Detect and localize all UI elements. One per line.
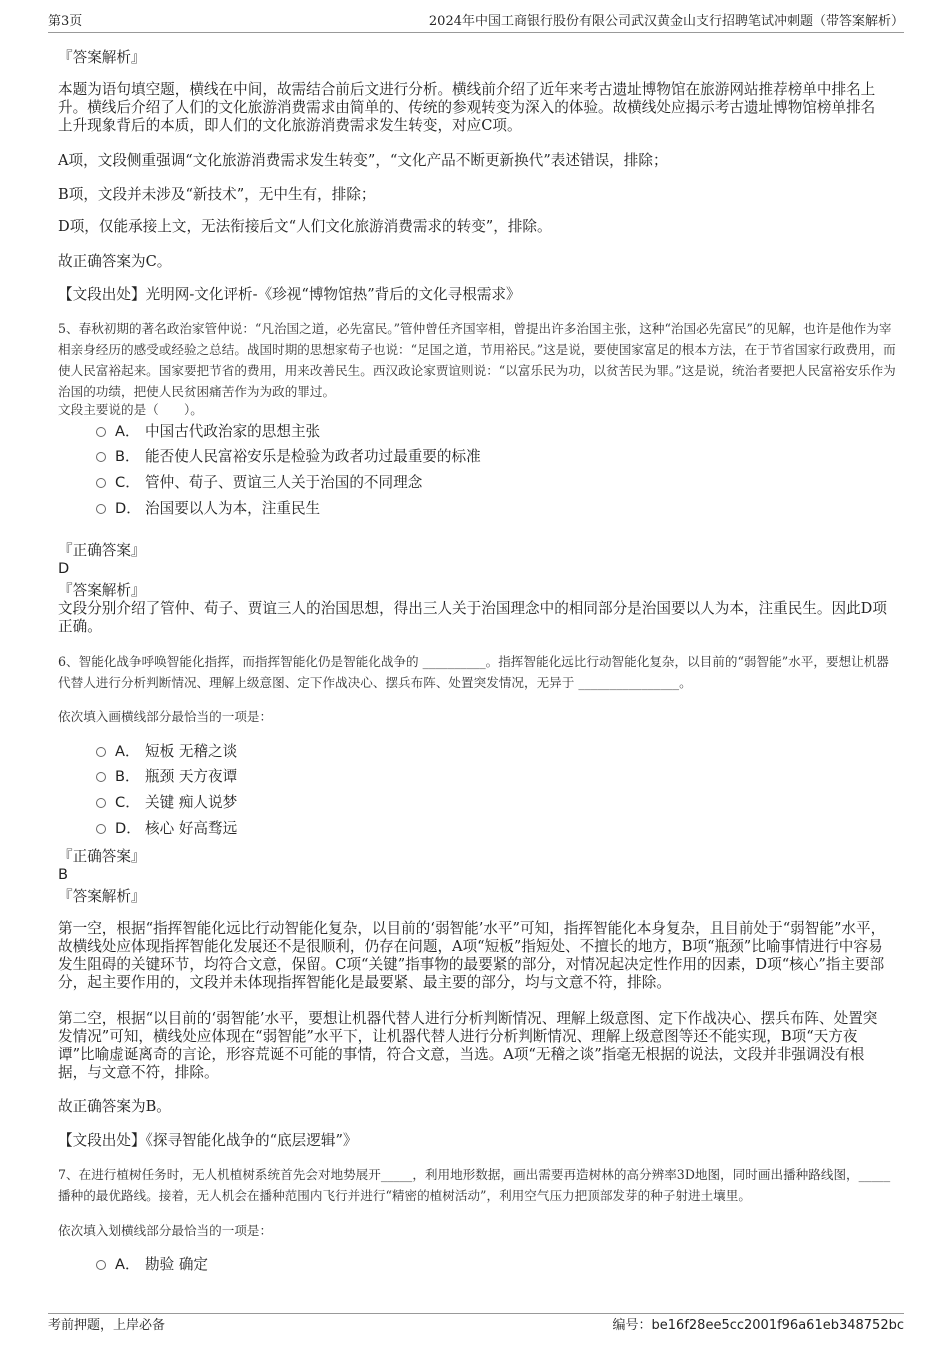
q5-analysis-label: 『答案解析』 (58, 582, 146, 599)
q6-question: 依次填入画横线部分最恰当的一项是： (58, 709, 273, 724)
radio-icon[interactable] (96, 772, 106, 782)
footer-id (613, 1316, 904, 1336)
q5-option-b[interactable]: B． 能否使人民富裕安乐是检验为政者功过最重要的标准 (96, 448, 481, 466)
q5-stem: 5、春秋初期的著名政治家管仲说：“凡治国之道，必先富民。”管仲曾任齐国宰相，曾提出许多治国主张，这种“治国必先富民”的见解，也许是他作为宰相亲身经历的感受或经验之总结。战国时期的思想家荀子也说：“足国之道，节用裕民。”这是说，要使国家富足的根本方法，在于节省国家行政费用，而使人民富裕起来。国家要把节省的费用，用来改善民生。西汉政论家贾谊则说：“以富乐民为功，以贫苦民为罪。”这是说，统治者要把人民富裕安乐作为治国的功绩，把使人民贫困痛苦作为为政的罪过。 (58, 321, 896, 399)
q7-option-a[interactable]: A． 勘验 确定 (96, 1256, 208, 1274)
q7-question: 依次填入划横线部分最恰当的一项是： (58, 1223, 273, 1238)
q6-stem: 6、智能化战争呼唤智能化指挥，而指挥智能化仍是智能化战争的 __________。指挥智能化远比行动智能化复杂，以目前的“弱智能”水平，要想让机器代替人进行分析判断情况、理解上级意图、定下作战决心、摆兵布阵、处置突发情况，无异于 ________________。 (58, 654, 889, 690)
q6-option-d[interactable]: D． 核心 好高骛远 (96, 820, 237, 838)
q5-analysis: 文段分别介绍了管仲、荀子、贾谊三人的治国思想，得出三人关于治国理念中的相同部分是治国要以人为本，注重民生。因此D项正确。 (58, 600, 887, 635)
page-header (48, 12, 904, 33)
q4-conclusion: 故正确答案为C。 (58, 253, 172, 270)
footer-id-label: 编号： (612, 1318, 652, 1333)
q6-option-a[interactable]: A． 短板 无稽之谈 (96, 743, 237, 761)
q6-option-c[interactable]: C． 关键 痴人说梦 (96, 794, 237, 812)
radio-icon[interactable] (96, 747, 106, 757)
q5-question: 文段主要说的是（ ）。 (58, 402, 203, 417)
q4-source: 【文段出处】光明网-文化评析-《珍视“博物馆热”背后的文化寻根需求》 (58, 286, 521, 303)
q6-analysis-paragraph-1: 第一空，根据“指挥智能化远比行动智能化复杂，以目前的‘弱智能’水平”可知，指挥智能化本身复杂，且目前处于“弱智能”水平，故横线处应体现指挥智能化发展还不是很顺利，仍存在问题，A项“短板”指短处、不擅长的地方，B项“瓶颈”比喻事情进行中容易发生阻碍的关键环节，均符合文意，保留。C项“关键”指事物的最要紧的部分，对情况起决定性作用的因素，D项“核心”指主要部分，起主要作用的，文段并未体现指挥智能化是最要紧、最主要的部分，均与文意不符，排除。 (58, 920, 886, 991)
document-title: 2024年中国工商银行股份有限公司武汉黄金山支行招聘笔试冲刺题（带答案解析） (428, 14, 904, 29)
radio-icon[interactable] (96, 427, 106, 437)
page-number: 第3页 (48, 14, 83, 29)
q6-answer-label: 『正确答案』 (58, 848, 146, 865)
q7-stem: 7、在进行植树任务时，无人机植树系统首先会对地势展开_____，利用地形数据，画出需要再造树林的高分辨率3D地图，同时画出播种路线图，_____播种的最优路线。接着，无人机会在播种范围内飞行并进行“精密的植树活动”，利用空气压力把顶部发芽的种子射进土壤里。 (58, 1167, 891, 1203)
radio-icon[interactable] (96, 452, 106, 462)
q4-analysis-option-b: B项，文段并未涉及“新技术”，无中生有，排除； (58, 186, 376, 203)
footer-id-code: be16f28ee5cc2001f96a61eb348752bc (651, 1318, 904, 1333)
q6-conclusion: 故正确答案为B。 (58, 1098, 171, 1115)
radio-icon[interactable] (96, 478, 106, 488)
q6-answer: B (58, 866, 69, 883)
q5-option-a[interactable]: A． 中国古代政治家的思想主张 (96, 423, 320, 441)
q4-analysis-option-a: A项，文段侧重强调“文化旅游消费需求发生转变”，“文化产品不断更新换代”表述错误，排除； (58, 152, 668, 169)
q5-answer: D (58, 560, 70, 577)
q4-analysis-paragraph: 本题为语句填空题，横线在中间，故需结合前后文进行分析。横线前介绍了近年来考古遗址博物馆在旅游网站推荐榜单中排名上升。横线后介绍了人们的文化旅游消费需求由简单的、传统的参观转变为深入的体验。故横线处应揭示考古遗址博物馆榜单排名上升现象背后的本质，即人们的文化旅游消费需求发生转变，对应C项。 (58, 81, 876, 134)
page-footer (48, 1313, 904, 1336)
q5-option-d[interactable]: D． 治国要以人为本，注重民生 (96, 500, 320, 518)
q6-option-b[interactable]: B． 瓶颈 天方夜谭 (96, 768, 237, 786)
q5-answer-label: 『正确答案』 (58, 542, 146, 559)
q6-source: 【文段出处】《探寻智能化战争的“底层逻辑”》 (58, 1132, 358, 1149)
footer-slogan: 考前押题，上岸必备 (48, 1318, 166, 1333)
radio-icon[interactable] (96, 504, 106, 514)
radio-icon[interactable] (96, 798, 106, 808)
q6-analysis-paragraph-2: 第二空，根据“以目前的‘弱智能’水平，要想让机器代替人进行分析判断情况、理解上级意图、定下作战决心、摆兵布阵、处置突发情况”可知，横线处应体现在“弱智能”水平下，让机器代替人进行分析判断情况、理解上级意图等还不能实现，B项“天方夜谭”比喻虚诞离奇的言论，形容荒诞不可能的事情，符合文意，当选。A项“无稽之谈”指毫无根据的说法，文段并非强调没有根据，与文意不符，排除。 (58, 1010, 878, 1081)
radio-icon[interactable] (96, 824, 106, 834)
q6-analysis-label: 『答案解析』 (58, 888, 146, 905)
radio-icon[interactable] (96, 1260, 106, 1270)
q4-analysis-label: 『答案解析』 (58, 49, 146, 66)
q4-analysis-option-d: D项，仅能承接上文，无法衔接后文“人们文化旅游消费需求的转变”，排除。 (58, 218, 552, 235)
q5-option-c[interactable]: C． 管仲、荀子、贾谊三人关于治国的不同理念 (96, 474, 422, 492)
